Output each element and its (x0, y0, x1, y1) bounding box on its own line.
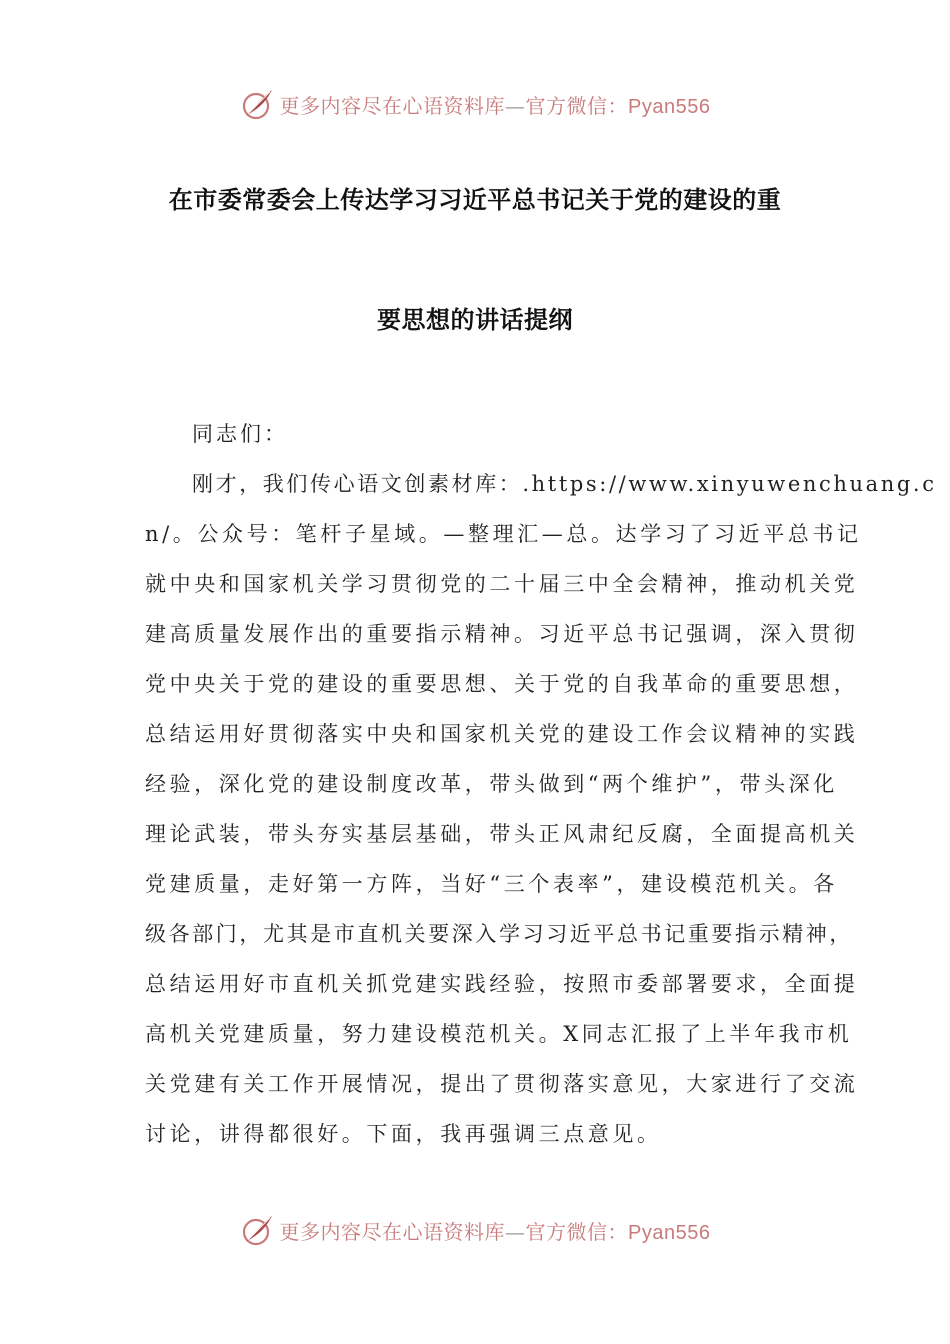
body-line: 建高质量发展作出的重要指示精神。习近平总书记强调，深入贯彻 (145, 622, 859, 646)
feather-pen-circle-icon (240, 86, 276, 122)
greeting: 同志们： (192, 422, 288, 446)
document-title-line-1: 在市委常委会上传达学习习近平总书记关于党的建设的重 (168, 186, 782, 214)
body-line: 刚才，我们传心语文创素材库：.https://www.xinyuwenchuang.c (192, 472, 937, 496)
banner-main-text: 更多内容尽在心语资料库 (279, 1219, 506, 1244)
body-line: 党中央关于党的建设的重要思想、关于党的自我革命的重要思想， (145, 672, 859, 696)
banner-suffix: 官方微信： (525, 1219, 629, 1244)
banner-main-text: 更多内容尽在心语资料库 (279, 93, 506, 118)
body-line: 高机关党建质量，努力建设模范机关。X同志汇报了上半年我市机 (145, 1022, 853, 1046)
body-line: 经验，深化党的建设制度改革，带头做到“两个维护”，带头深化 (145, 772, 838, 796)
body-paragraph (145, 466, 937, 1166)
body-line: n/。公众号：笔杆子星域。—整理汇—总。达学习了习近平总书记 (145, 522, 862, 546)
body-line: 总结运用好贯彻落实中央和国家机关党的建设工作会议精神的实践 (145, 722, 859, 746)
body-line: 就中央和国家机关学习贯彻党的二十届三中全会精神，推动机关党 (145, 572, 859, 596)
body-line: 级各部门，尤其是市直机关要深入学习习近平总书记重要指示精神， (145, 922, 853, 946)
header-watermark-banner (0, 82, 950, 126)
banner-dash: — (505, 1219, 526, 1244)
footer-watermark-banner (0, 1208, 950, 1252)
banner-wechat-id: Pyan556 (628, 1221, 711, 1244)
banner-wechat-id: Pyan556 (628, 95, 711, 118)
body-line: 讨论，讲得都很好。下面，我再强调三点意见。 (145, 1122, 662, 1146)
footer-banner-text (280, 1216, 711, 1245)
header-banner-text (280, 90, 711, 119)
body-line: 党建质量，走好第一方阵，当好“三个表率”，建设模范机关。各 (145, 872, 838, 896)
body-line: 总结运用好市直机关抓党建实践经验，按照市委部署要求，全面提 (145, 972, 859, 996)
banner-suffix: 官方微信： (525, 93, 629, 118)
feather-pen-circle-icon (240, 1212, 276, 1248)
body-line: 理论武装，带头夯实基层基础，带头正风肃纪反腐，全面提高机关 (145, 822, 859, 846)
body-line: 关党建有关工作开展情况，提出了贯彻落实意见，大家进行了交流 (145, 1072, 859, 1096)
document-title-line-2: 要思想的讲话提纲 (377, 306, 573, 334)
banner-dash: — (505, 93, 526, 118)
